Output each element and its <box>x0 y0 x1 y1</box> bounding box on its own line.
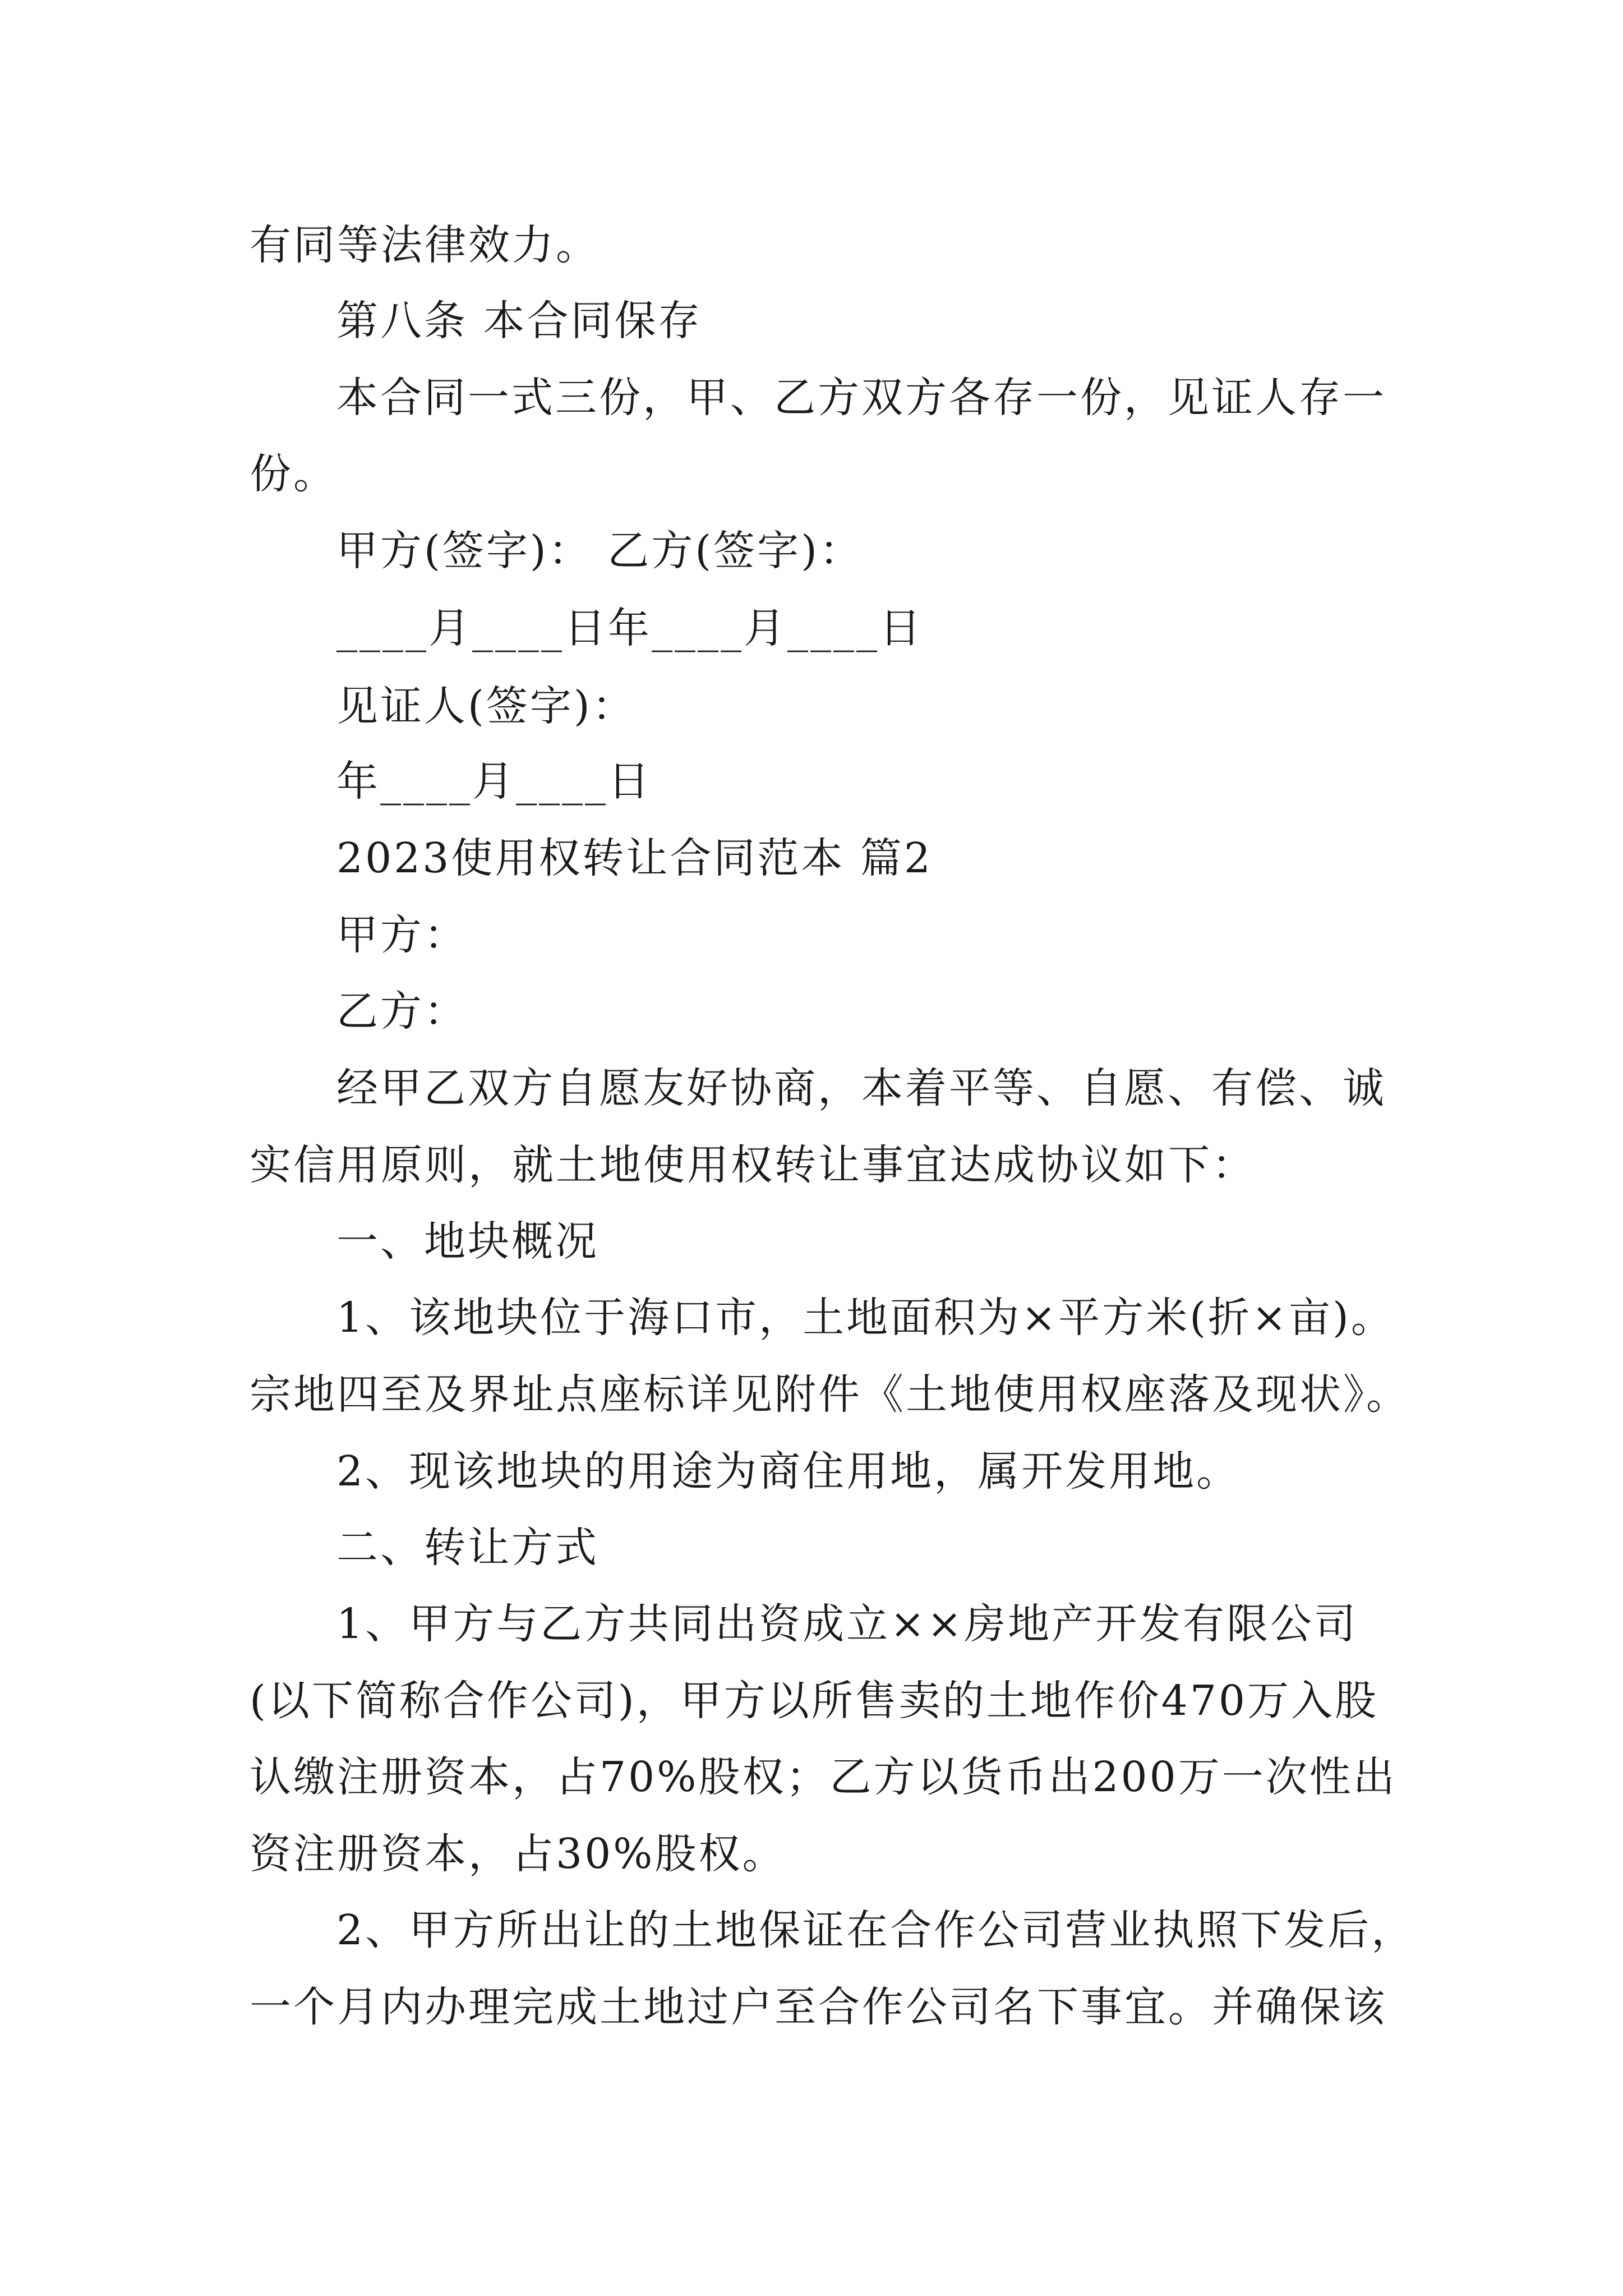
signature-line: 甲方(签字)： 乙方(签字)： <box>336 527 864 575</box>
date-line: 年____月____日 <box>336 757 652 806</box>
text-line: 本合同一式三份，甲、乙方双方各存一份，见证人存一 <box>336 374 1386 422</box>
text-line: 1、该地块位于海口市，土地面积为×平方米(折×亩)。 <box>336 1294 1395 1342</box>
text-line: 经甲乙双方自愿友好协商，本着平等、自愿、有偿、诚 <box>336 1064 1386 1112</box>
text-line: 2、甲方所出让的土地保证在合作公司营业执照下发后， <box>336 1906 1415 1954</box>
text-line: 宗地四至及界址点座标详见附件《土地使用权座落及现状》。 <box>250 1370 1410 1419</box>
text-line: 实信用原则，就土地使用权转让事宜达成协议如下： <box>250 1141 1256 1189</box>
witness-signature-line: 见证人(签字)： <box>336 682 636 730</box>
text-line: 资注册资本，占30%股权。 <box>250 1830 786 1878</box>
date-line: ____月____日年____月____日 <box>336 604 923 652</box>
text-line: 一个月内办理完成土地过户至合作公司名下事宜。并确保该 <box>250 1983 1387 2031</box>
article-heading: 第八条 本合同保存 <box>336 297 702 345</box>
party-b-line: 乙方： <box>336 987 468 1036</box>
text-line: 1、甲方与乙方共同出资成立××房地产开发有限公司 <box>336 1600 1358 1648</box>
clause-heading: 一、地块概况 <box>336 1217 599 1266</box>
section-title: 2023使用权转让合同范本 篇2 <box>336 834 933 882</box>
party-a-line: 甲方： <box>336 911 468 959</box>
text-line: 份。 <box>250 450 337 498</box>
text-line: 2、现该地块的用途为商住用地，属开发用地。 <box>336 1447 1241 1496</box>
clause-heading: 二、转让方式 <box>336 1524 599 1572</box>
text-line: 认缴注册资本，占70%股权；乙方以货币出200万一次性出 <box>250 1753 1397 1801</box>
text-line: 有同等法律效力。 <box>250 221 600 269</box>
text-line: (以下简称合作公司)，甲方以所售卖的土地作价470万入股 <box>250 1677 1378 1725</box>
